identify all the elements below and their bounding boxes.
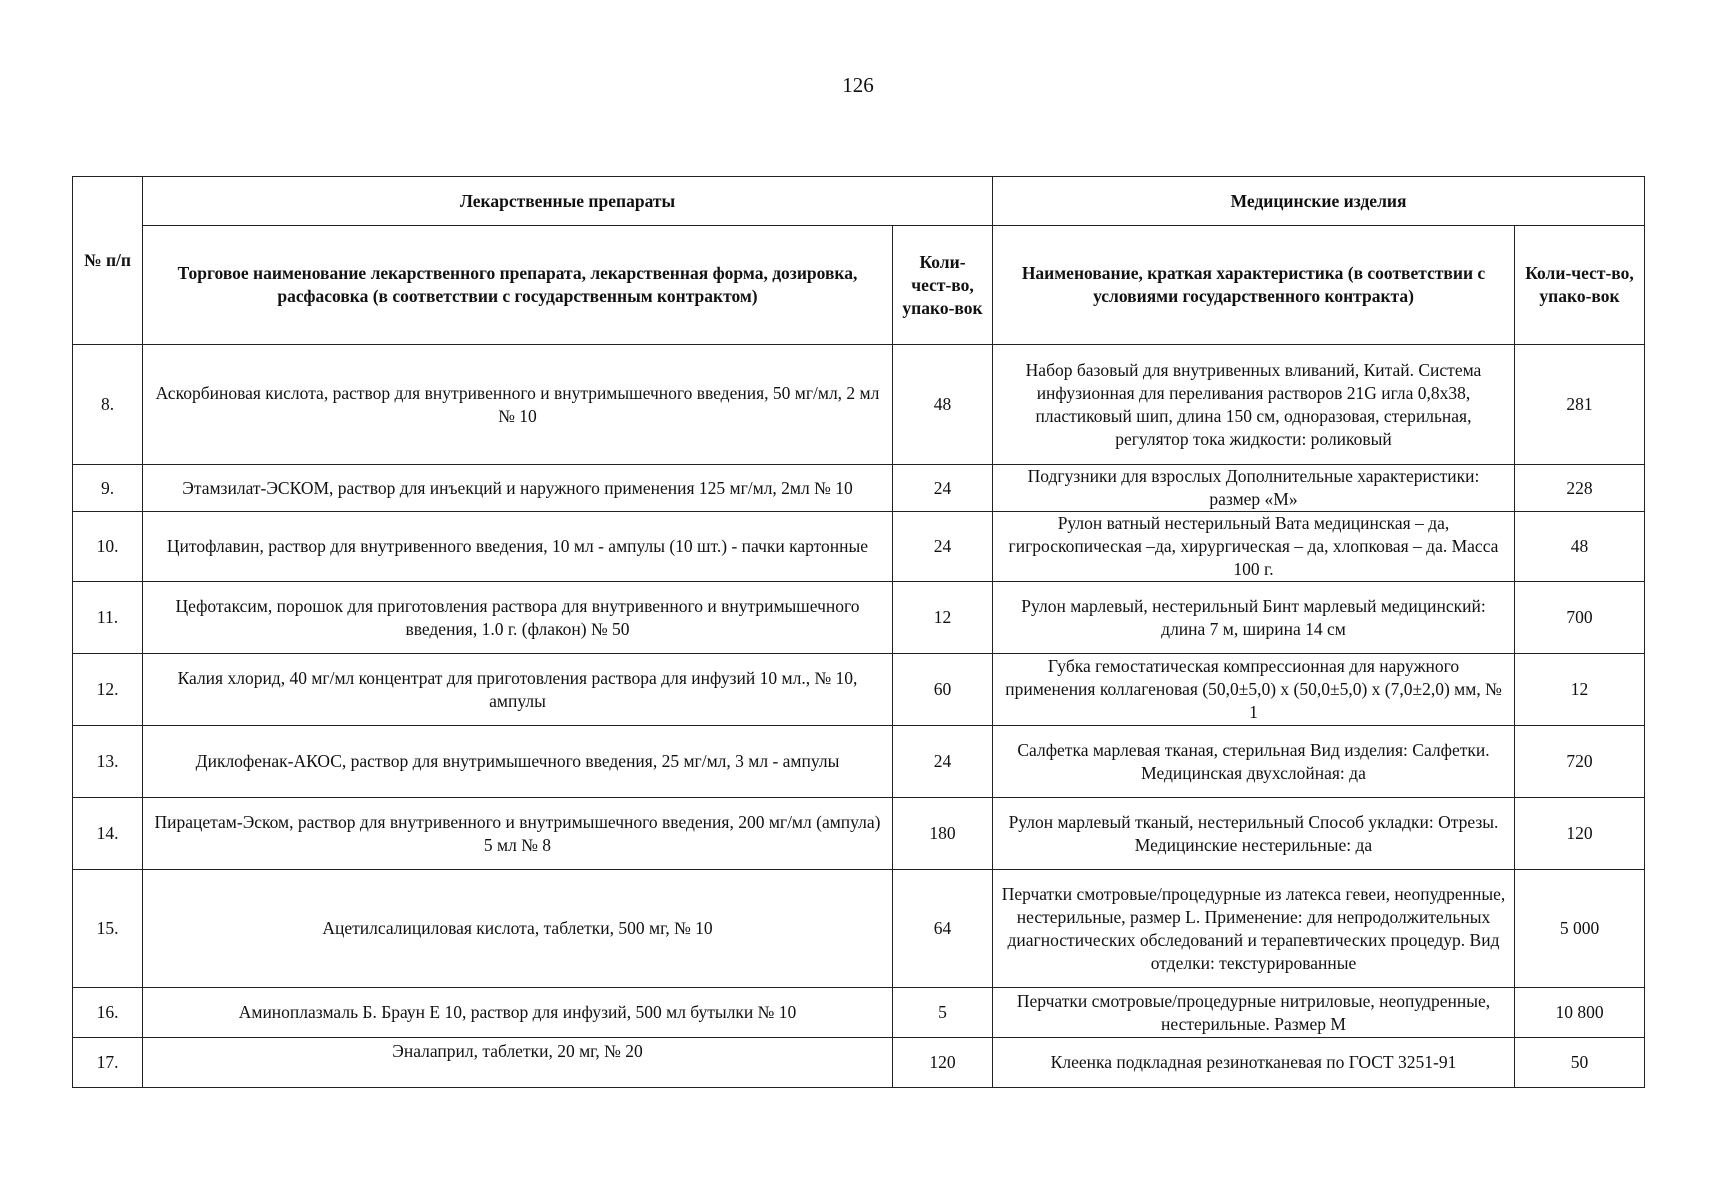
- procurement-table: [72, 176, 1645, 1088]
- drug-quantity: 60: [893, 654, 993, 726]
- table-row: [73, 798, 1645, 870]
- row-number: 14.: [73, 798, 143, 870]
- table-header-row-groups: [73, 177, 1645, 226]
- table-row: [73, 345, 1645, 465]
- device-name: Подгузники для взрослых Дополнительные характеристики: размер «М»: [993, 465, 1515, 512]
- table-row: [73, 726, 1645, 798]
- drug-name: Калия хлорид, 40 мг/мл концентрат для приготовления раствора для инфузий 10 мл., № 10, ампулы: [143, 654, 893, 726]
- row-number: 10.: [73, 512, 143, 582]
- device-quantity: 120: [1515, 798, 1645, 870]
- row-number: 13.: [73, 726, 143, 798]
- drug-name: Эналаприл, таблетки, 20 мг, № 20: [143, 1038, 893, 1088]
- drug-name: Диклофенак-АКОС, раствор для внутримышечного введения, 25 мг/мл, 3 мл - ампулы: [143, 726, 893, 798]
- device-quantity: 5 000: [1515, 870, 1645, 988]
- drug-name: Цефотаксим, порошок для приготовления раствора для внутривенного и внутримышечного введения, 1.0 г. (флакон) № 50: [143, 582, 893, 654]
- header-drugs-group: Лекарственные препараты: [143, 177, 993, 226]
- drug-name: Аскорбиновая кислота, раствор для внутривенного и внутримышечного введения, 50 мг/мл, 2 мл № 10: [143, 345, 893, 465]
- drug-name: Этамзилат-ЭСКОМ, раствор для инъекций и наружного применения 125 мг/мл, 2мл № 10: [143, 465, 893, 512]
- device-quantity: 10 800: [1515, 988, 1645, 1038]
- device-quantity: 720: [1515, 726, 1645, 798]
- row-number: 17.: [73, 1038, 143, 1088]
- device-name: Губка гемостатическая компрессионная для наружного применения коллагеновая (50,0±5,0) х (50,0±5,0) х (7,0±2,0) мм, № 1: [993, 654, 1515, 726]
- table-row: [73, 1038, 1645, 1088]
- page-number: 126: [842, 73, 874, 97]
- row-number: 15.: [73, 870, 143, 988]
- table-row: [73, 870, 1645, 988]
- drug-name: Ацетилсалициловая кислота, таблетки, 500 мг, № 10: [143, 870, 893, 988]
- table-row: [73, 465, 1645, 512]
- device-quantity: 50: [1515, 1038, 1645, 1088]
- header-drug-name: Торговое наименование лекарственного препарата, лекарственная форма, дозировка, расфасовка (в соответствии с государственным контрактом): [143, 226, 893, 345]
- header-devices-group: Медицинские изделия: [993, 177, 1645, 226]
- device-quantity: 281: [1515, 345, 1645, 465]
- drug-quantity: 64: [893, 870, 993, 988]
- header-number: № п/п: [73, 177, 143, 345]
- device-quantity: 700: [1515, 582, 1645, 654]
- drug-quantity: 120: [893, 1038, 993, 1088]
- drug-quantity: 12: [893, 582, 993, 654]
- device-quantity: 228: [1515, 465, 1645, 512]
- device-name: Рулон марлевый, нестерильный Бинт марлевый медицинский: длина 7 м, ширина 14 см: [993, 582, 1515, 654]
- row-number: 9.: [73, 465, 143, 512]
- table-row: [73, 988, 1645, 1038]
- device-quantity: 12: [1515, 654, 1645, 726]
- drug-name: Пирацетам-Эском, раствор для внутривенного и внутримышечного введения, 200 мг/мл (ампула) 5 мл № 8: [143, 798, 893, 870]
- drug-quantity: 48: [893, 345, 993, 465]
- table-header-row-columns: [73, 226, 1645, 345]
- device-name: Салфетка марлевая тканая, стерильная Вид изделия: Салфетки. Медицинская двухслойная: да: [993, 726, 1515, 798]
- drug-name: Цитофлавин, раствор для внутривенного введения, 10 мл - ампулы (10 шт.) - пачки картонные: [143, 512, 893, 582]
- device-name: Рулон ватный нестерильный Вата медицинская – да, гигроскопическая –да, хирургическая – да, хлопковая – да. Масса 100 г.: [993, 512, 1515, 582]
- header-drug-qty: Коли-чест-во, упако-вок: [893, 226, 993, 345]
- header-device-name: Наименование, краткая характеристика (в соответствии с условиями государственного контракта): [993, 226, 1515, 345]
- device-quantity: 48: [1515, 512, 1645, 582]
- drug-quantity: 180: [893, 798, 993, 870]
- device-name: Набор базовый для внутривенных вливаний, Китай. Система инфузионная для переливания растворов 21G игла 0,8х38, пластиковый шип, длина 150 см, одноразовая, стерильная, регулятор тока жидкости: роликовый: [993, 345, 1515, 465]
- drug-quantity: 24: [893, 512, 993, 582]
- row-number: 11.: [73, 582, 143, 654]
- device-name: Клеенка подкладная резинотканевая по ГОСТ 3251-91: [993, 1038, 1515, 1088]
- drug-quantity: 24: [893, 465, 993, 512]
- drug-name: Аминоплазмаль Б. Браун Е 10, раствор для инфузий, 500 мл бутылки № 10: [143, 988, 893, 1038]
- table-row: [73, 512, 1645, 582]
- header-device-qty: Коли-чест-во, упако-вок: [1515, 226, 1645, 345]
- drug-quantity: 24: [893, 726, 993, 798]
- device-name: Перчатки смотровые/процедурные нитриловые, неопудренные, нестерильные. Размер М: [993, 988, 1515, 1038]
- row-number: 12.: [73, 654, 143, 726]
- device-name: Рулон марлевый тканый, нестерильный Способ укладки: Отрезы. Медицинские нестерильные: да: [993, 798, 1515, 870]
- row-number: 16.: [73, 988, 143, 1038]
- device-name: Перчатки смотровые/процедурные из латекса гевеи, неопудренные, нестерильные, размер L. Применение: для непродолжительных диагностических обследований и терапевтических процедур. Вид отделки: текстурированные: [993, 870, 1515, 988]
- row-number: 8.: [73, 345, 143, 465]
- table-row: [73, 654, 1645, 726]
- table-row: [73, 582, 1645, 654]
- drug-quantity: 5: [893, 988, 993, 1038]
